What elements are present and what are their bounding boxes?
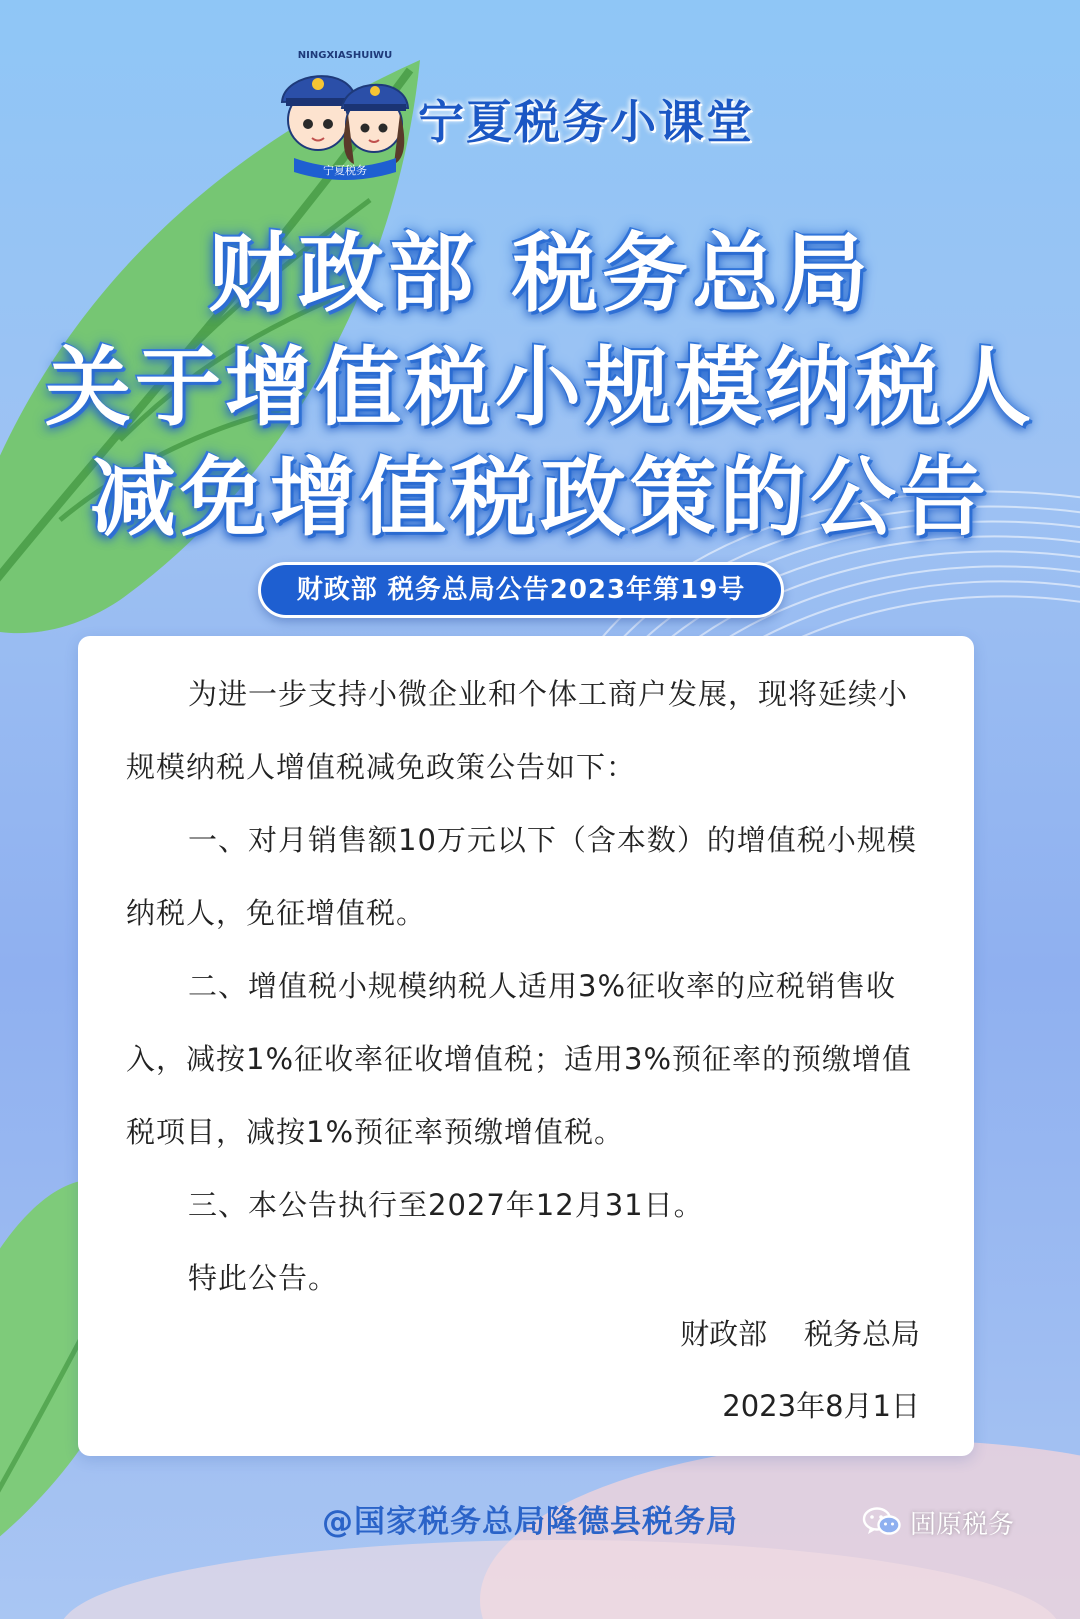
wechat-icon xyxy=(862,1506,902,1538)
announcement-card xyxy=(78,636,974,1456)
brand-header xyxy=(270,42,830,182)
signature-date: 2023年8月1日 xyxy=(722,1389,920,1423)
footer-credit: @国家税务总局隆德县税务局 xyxy=(322,1504,738,1540)
paragraph-item-1: 一、对月销售额10万元以下（含本数）的增值税小规模纳税人，免征增值税。 xyxy=(126,823,917,930)
wechat-account-name: 固原税务 xyxy=(910,1509,1015,1540)
mascot-logo-icon xyxy=(270,42,420,182)
title-line-3: 减免增值税政策的公告 xyxy=(90,448,990,548)
logo-sub-text: 宁夏税务 xyxy=(323,164,367,177)
issue-number-badge: 财政部 税务总局公告2023年第19号 xyxy=(258,562,784,618)
title-line-2: 关于增值税小规模纳税人 xyxy=(45,338,1035,438)
paragraph-closing: 特此公告。 xyxy=(188,1261,339,1295)
signatory: 财政部 税务总局 xyxy=(680,1317,920,1351)
brand-name: 宁夏税务小课堂 xyxy=(418,95,754,149)
title-line-1: 财政部 税务总局 xyxy=(208,224,872,324)
paragraph-item-2: 二、增值税小规模纳税人适用3%征收率的应税销售收入，减按1%征收率征收增值税；适用3%预征率的预缴增值税项目，减按1%预征率预缴增值税。 xyxy=(126,969,913,1149)
logo-arc-text: NINGXIASHUIWU xyxy=(297,50,393,61)
paragraph-intro: 为进一步支持小微企业和个体工商户发展，现将延续小规模纳税人增值税减免政策公告如下： xyxy=(126,677,909,784)
paragraph-item-3: 三、本公告执行至2027年12月31日。 xyxy=(188,1188,704,1222)
wechat-account-watermark xyxy=(862,1500,1014,1544)
